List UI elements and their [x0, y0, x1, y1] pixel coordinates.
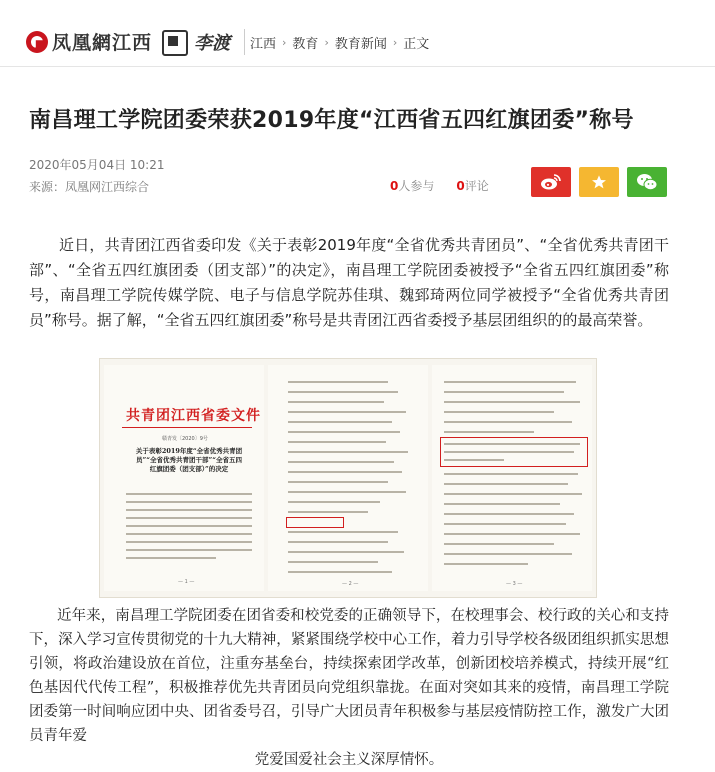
article-paragraph-2 — [29, 604, 669, 772]
page-number: — 2 — — [342, 581, 359, 587]
breadcrumb-education[interactable]: 教育 — [292, 37, 319, 52]
page-number: — 3 — — [506, 581, 523, 587]
participants-link[interactable] — [390, 177, 434, 194]
breadcrumb-separator: › — [282, 36, 287, 49]
highlight-box — [286, 517, 344, 528]
weibo-icon — [540, 173, 562, 191]
site-name: 凤凰網江西 — [52, 32, 153, 54]
document-red-line — [122, 427, 252, 428]
page-number: — 1 — — [178, 579, 195, 585]
header-divider — [244, 29, 245, 55]
star-icon — [591, 174, 607, 190]
article-stats — [390, 177, 489, 194]
comments-count: 0 — [456, 179, 465, 193]
site-logo[interactable] — [26, 28, 245, 55]
document-page-3 — [432, 365, 592, 591]
phoenix-logo-icon — [26, 31, 48, 53]
comments-label: 评论 — [464, 179, 489, 193]
participants-count: 0 — [390, 179, 399, 193]
share-wechat-button[interactable] — [627, 167, 667, 197]
wechat-icon — [636, 173, 658, 191]
document-page-1 — [104, 365, 264, 591]
paragraph-2-last-line: 党爱国爱社会主义深厚情怀。 — [254, 752, 444, 768]
article-title: 南昌理工学院团委荣获2019年度“江西省五四红旗团委”称号 — [29, 108, 634, 133]
comments-link[interactable] — [456, 177, 488, 194]
paragraph-2-body: 近年来，南昌理工学院团委在团省委和校党委的正确领导下，在校理事会、校行政的关心和支持下，深入学习宣传贯彻党的十九大精神，紧紧围绕学校中心工作，着力引导学校各级团组织抓实思想引领，将政治建设放在首位，注重夯基垒台，持续探索团学改革，创新团校培养模式，持续开展“红色基因代代传工程”，积极推荐优先共青团员向党组织靠拢。在面对突如其来的疫情，南昌理工学院团委第一时间响应团中央、团省委号召，引导广大团员青年积极参与基层疫情防控工作，激发广大团员青年爱 — [29, 608, 669, 744]
article-paragraph-1: 近日，共青团江西省委印发《关于表彰2019年度“全省优秀共青团员”、“全省优秀共青团干部”、“全省五四红旗团委（团支部）”的决定》，南昌理工学院团委被授予“全省五四红旗团委”称号，南昌理工学院传媒学院、电子与信息学院苏佳琪、魏郅琦两位同学被授予“全省优秀共青团员”称号。据了解，“全省五四红旗团委”称号是共青团江西省委授予基层团组织的的最高荣誉。 — [29, 236, 669, 329]
breadcrumb-jiangxi[interactable]: 江西 — [250, 37, 277, 52]
breadcrumb-education-news[interactable]: 教育新闻 — [334, 37, 387, 52]
breadcrumb-current: 正文 — [403, 37, 430, 52]
document-page-2 — [268, 365, 428, 591]
document-number: 赣青发〔2020〕9号 — [162, 436, 208, 442]
document-image — [99, 358, 597, 598]
site-header — [0, 0, 715, 67]
breadcrumb-separator: › — [392, 36, 398, 49]
favorite-button[interactable] — [579, 167, 619, 197]
article-source: 来源：凤凰网江西综合 — [29, 180, 150, 194]
article-date: 2020年05月04日 10:21 — [29, 158, 165, 172]
participants-label: 人参与 — [398, 179, 435, 193]
share-weibo-button[interactable] — [531, 167, 571, 197]
breadcrumb-separator: › — [324, 36, 329, 49]
partner-logo-text: 李渡 — [194, 32, 231, 54]
breadcrumb — [250, 33, 429, 52]
document-title: 共青团江西省委文件 — [126, 408, 261, 424]
seal-icon — [162, 30, 188, 54]
document-subtitle: 关于表彰2019年度“全省优秀共青团员”“全省优秀共青团干部”“全省五四红旗团委（团支部）”的决定 — [135, 447, 243, 473]
